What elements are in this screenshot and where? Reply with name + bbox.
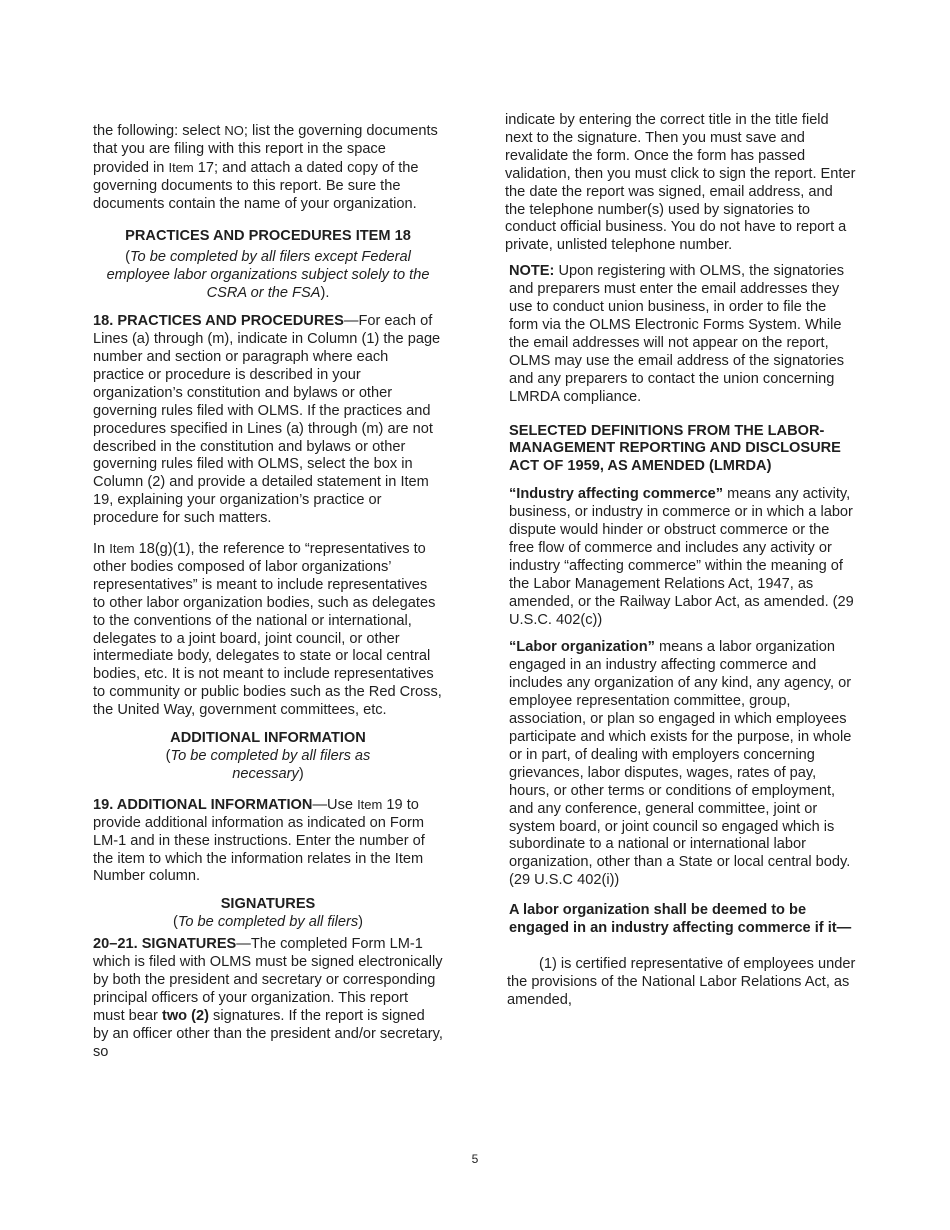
additional-note: (To be completed by all filers as necessary) — [165, 748, 371, 782]
definition-industry-affecting-commerce: “Industry affecting commerce” means any activity, business, or industry in commerce or in which a labor dispute would hinder or obstruct commerce or the free flow of commerce and includes any activity or industry “affecting commerce” within the meaning of the Labor Management Relations Act, 1947, as amended, or the Railway Labor Act, as amended. (29 U.S.C. 402(c)) — [509, 486, 854, 628]
deemed-item-1: (1) is certified representative of employees under the provisions of the National Labor Relations Act, as amended, — [507, 955, 856, 1008]
definition-labor-organization: “Labor organization” means a labor organization engaged in an industry affecting commerce and includes any organization of any kind, any agency, or employee representation committee, group, association, or plan so engaged in which employees participate and which exists for the purpose, in whole or in part, of dealing with employers concerning grievances, labor disputes, wages, rates of pay, hours, or other terms or conditions of employment, and any conference, general committee, joint or system board, or joint council so engaged which is subordinate to a national or international labor organization, other than a State or local central body. (29 U.S.C 402(i)) — [509, 639, 852, 889]
definitions-heading: SELECTED DEFINITIONS FROM THE LABOR-MANAGEMENT REPORTING AND DISCLOSURE ACT OF 1959, AS AMENDED (LMRDA) — [509, 422, 841, 475]
note-paragraph: NOTE: Upon registering with OLMS, the signatories and preparers must enter the email addresses they use to conduct union business, in order to file the form via the OLMS Electronic Forms System. While the email addresses will not appear on the report, OLMS may use the email address of the signatories and any preparers to contact the union concerning LMRDA compliance. — [509, 263, 845, 405]
page-number: 5 — [471, 1152, 479, 1166]
right-column — [505, 112, 857, 1020]
item20-paragraph: 20–21. SIGNATURES—The completed Form LM-1 which is filed with OLMS must be signed electronically by both the president and secretary or corresponding principal officers of your organization. This report must bear two (2) signatures. If the report is signed by an officer other than the president and/or secretary, so — [93, 936, 443, 1060]
left-column — [93, 122, 443, 1072]
signatures-note: (To be completed by all filers) — [172, 914, 364, 931]
intro-paragraph: the following: select NO; list the governing documents that you are filing with this report in the space provided in Item 17; and attach a dated copy of the governing documents to this report. Be sure the documents contain the name of your organization. — [93, 123, 438, 212]
item18-paragraph: 18. PRACTICES AND PROCEDURES—For each of Lines (a) through (m), indicate in Column (1) the page number and section or paragraph where each practice or procedure is described in your organization’s constitution and bylaws or other governing rules filed with OLMS. If the practices and procedures specified in Lines (a) through (m) are not described in the constitution and bylaws or other governing rules filed with OLMS, select the box in Column (2) and provide a detailed statement in Item 19, explaining your organization’s practice or procedure for such matters. — [93, 313, 441, 527]
item18g-paragraph: In Item 18(g)(1), the reference to “representatives to other bodies composed of labor organizations’ representatives” is meant to include representatives to other labor organization bodies, such as delegates to the conventions of the national or international, delegates to a joint board, joint council, or other intermediate body, delegates to state or local central bodies, etc. It is not meant to include representatives to community or public bodies such as the Red Cross, the United Way, government committees, etc. — [93, 541, 442, 719]
deemed-heading: A labor organization shall be deemed to be engaged in an industry affecting commerce if it— — [509, 902, 852, 937]
additional-heading: ADDITIONAL INFORMATION — [170, 730, 366, 747]
practices-heading: PRACTICES AND PROCEDURES ITEM 18 — [125, 227, 411, 244]
signatures-heading: SIGNATURES — [220, 896, 316, 913]
practices-note: (To be completed by all filers except Federal employee labor organizations subject solely to the CSRA or the FSA). — [106, 249, 430, 302]
item19-paragraph: 19. ADDITIONAL INFORMATION—Use Item 19 to provide additional information as indicated on Form LM-1 and in these instructions. Enter the number of the item to which the information relates in the Item Number column. — [93, 796, 425, 885]
signature-continuation: indicate by entering the correct title in the title field next to the signature. Then you must save and revalidate the form. Once the form has passed validation, then you must click to sign the report. Enter the date the report was signed, email address, and the telephone number(s) used by signatories to conduct official business. You do not have to report a private, unlisted telephone number. — [505, 112, 856, 254]
